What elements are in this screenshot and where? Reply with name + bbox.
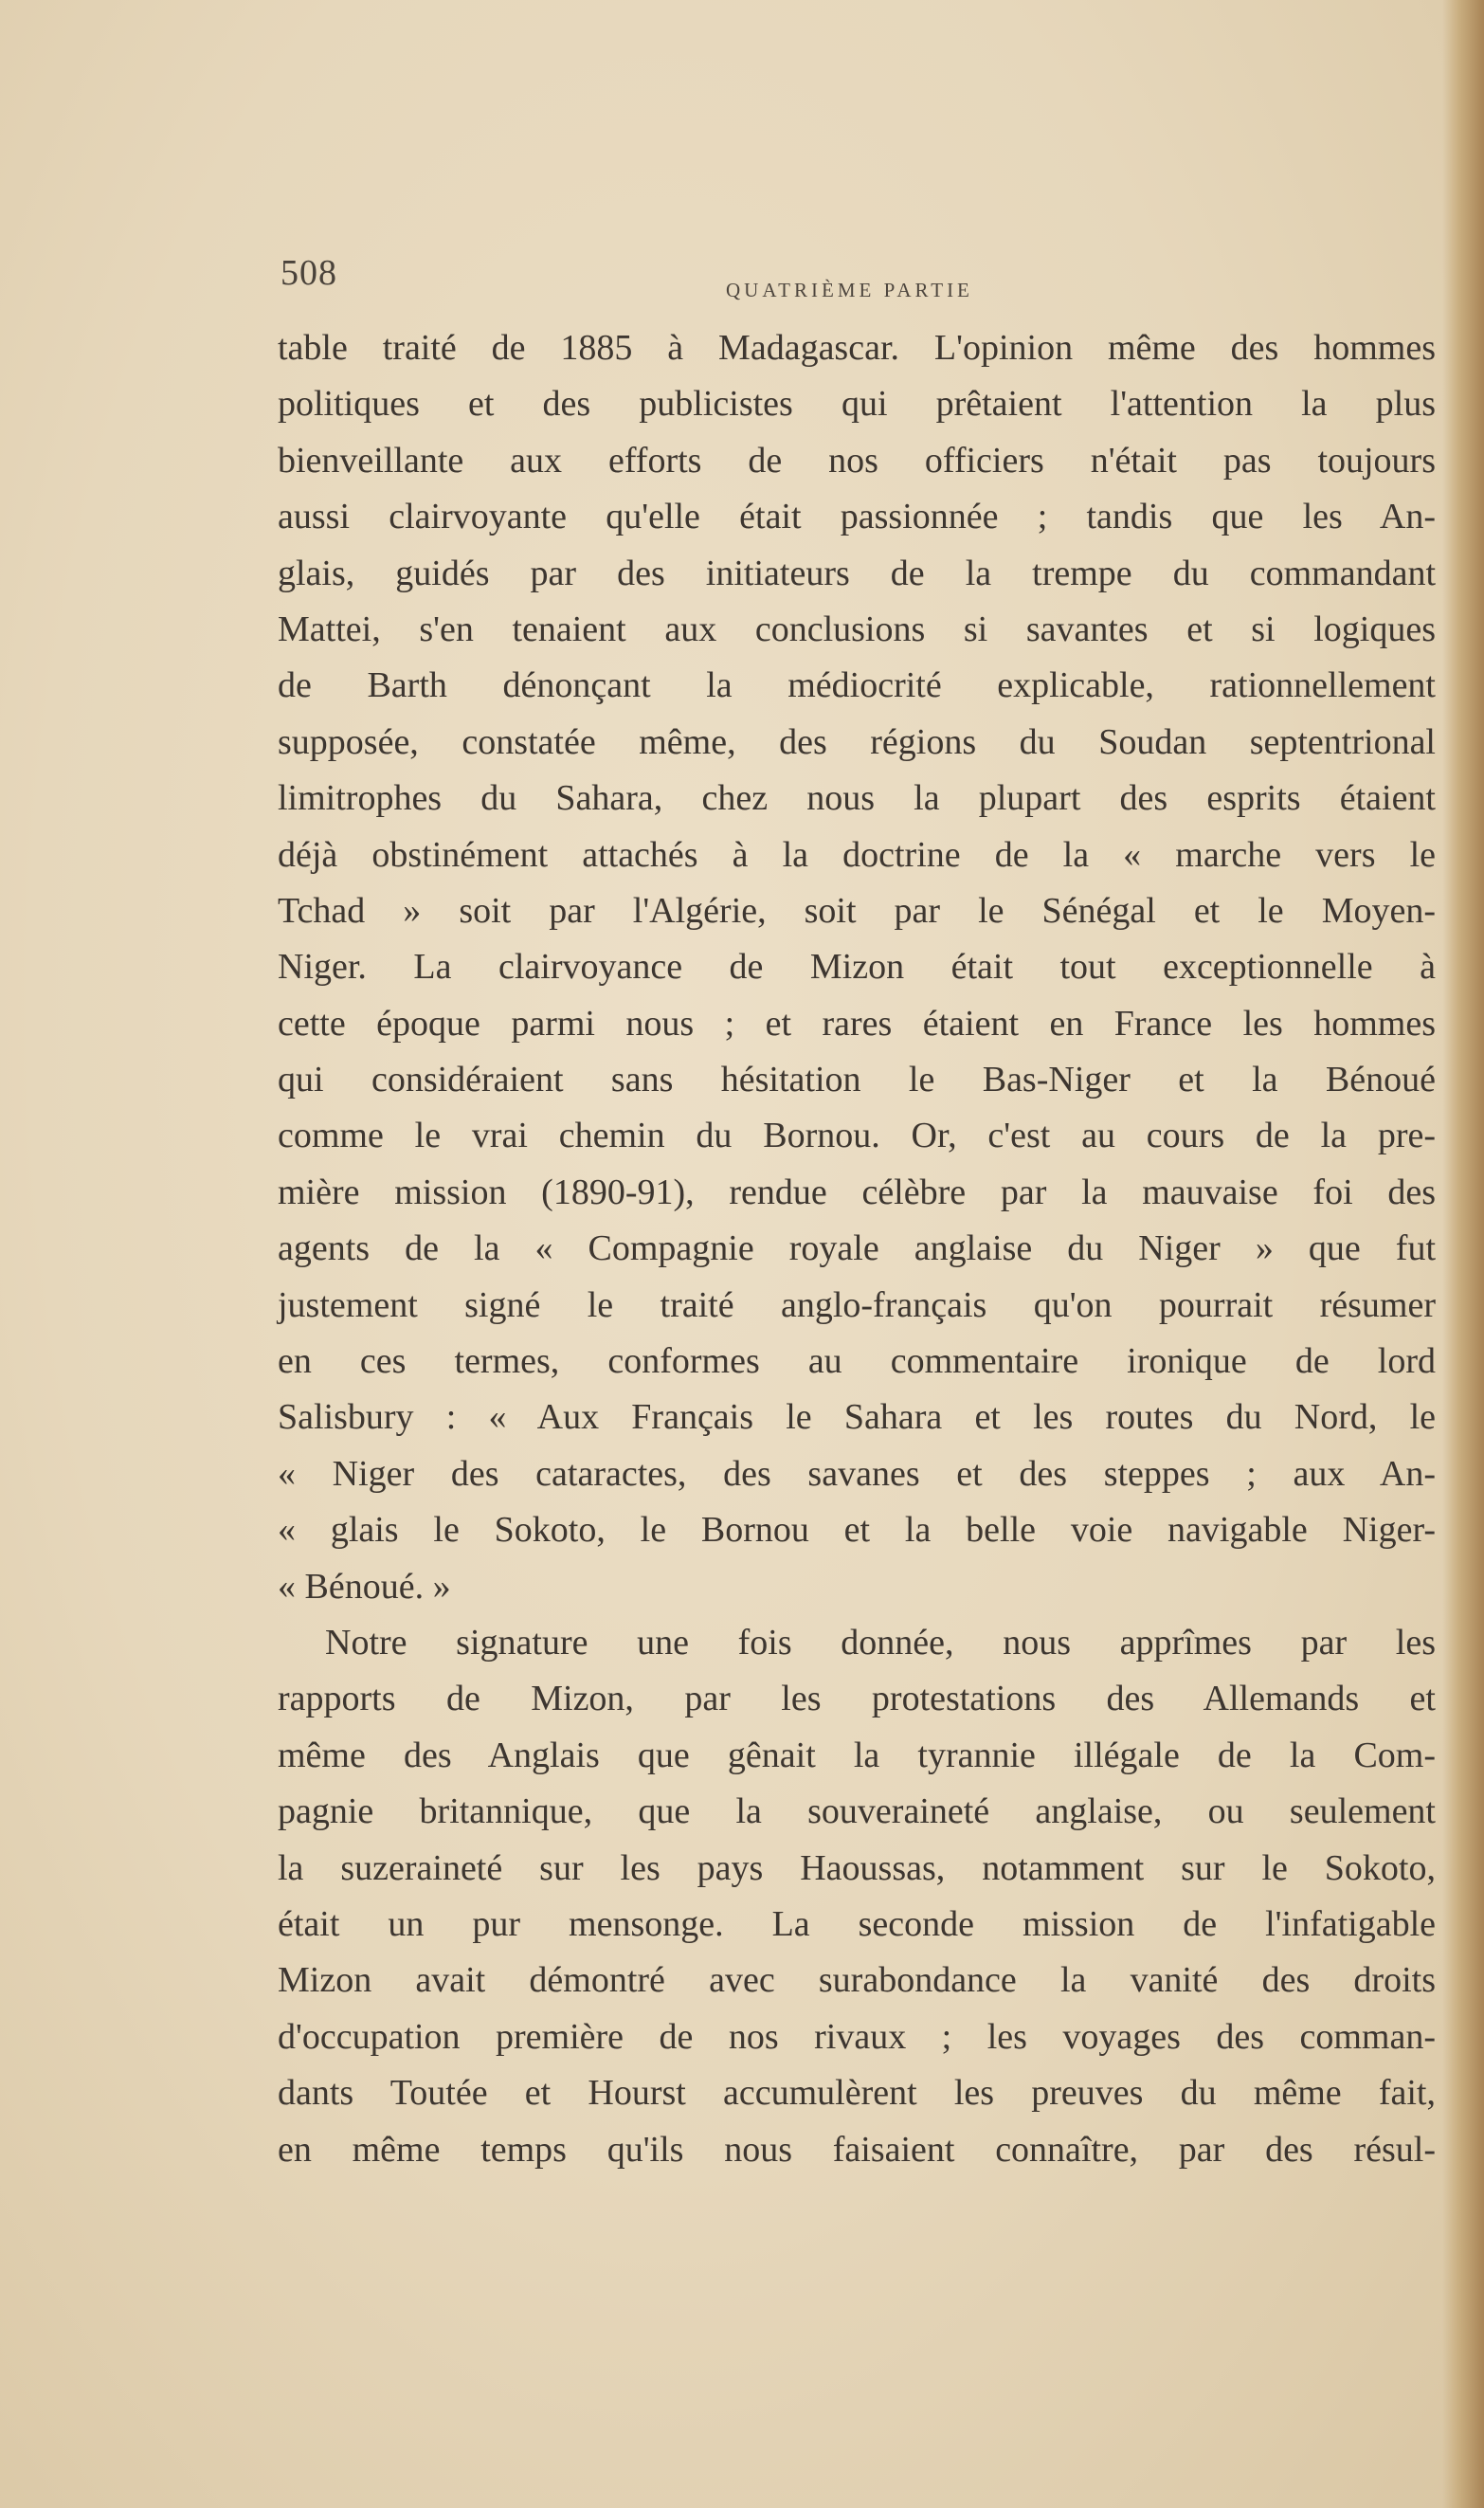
text-line: dants Toutée et Hourst accumulèrent les preuves du même fait, (278, 2073, 1436, 2114)
page-edge (1442, 0, 1484, 2508)
body-text (278, 320, 1436, 2178)
text-line: rapports de Mizon, par les protestations des Allemands et (278, 1679, 1436, 1719)
text-line: en ces termes, conformes au commentaire ironique de lord (278, 1341, 1436, 1382)
text-line: Tchad » soit par l'Algérie, soit par le Sénégal et le Moyen- (278, 890, 1436, 931)
text-line: limitrophes du Sahara, chez nous la plupart des esprits étaient (278, 778, 1436, 819)
text-line: politiques et des publicistes qui prêtaient l'attention la plus (278, 384, 1436, 425)
text-line: d'occupation première de nos rivaux ; les voyages des comman- (278, 2016, 1436, 2057)
text-line: même des Anglais que gênait la tyrannie illégale de la Com- (278, 1735, 1436, 1775)
text-line: qui considéraient sans hésitation le Bas-Niger et la Bénoué (278, 1060, 1436, 1100)
text-line: en même temps qu'ils nous faisaient connaître, par des résul- (278, 2129, 1436, 2170)
text-line: Mizon avait démontré avec surabondance la vanité des droits (278, 1960, 1436, 2001)
text-line: déjà obstinément attachés à la doctrine de la « marche vers le (278, 834, 1436, 875)
page-number: 508 (281, 253, 337, 293)
text-line: Mattei, s'en tenaient aux conclusions si savantes et si logiques (278, 609, 1436, 649)
text-line: de Barth dénonçant la médiocrité explicable, rationnellement (278, 665, 1436, 706)
text-line: « Niger des cataractes, des savanes et des steppes ; aux An- (278, 1453, 1436, 1494)
text-line: pagnie britannique, que la souveraineté anglaise, ou seulement (278, 1791, 1436, 1832)
text-line: la suzeraineté sur les pays Haoussas, notamment sur le Sokoto, (278, 1847, 1436, 1888)
text-line: Salisbury : « Aux Français le Sahara et les routes du Nord, le (278, 1397, 1436, 1438)
text-line: agents de la « Compagnie royale anglaise du Niger » que fut (278, 1228, 1436, 1269)
text-line: Niger. La clairvoyance de Mizon était tout exceptionnelle à (278, 947, 1436, 988)
paragraph-start-line: Notre signature une fois donnée, nous apprîmes par les (325, 1622, 1436, 1663)
text-line: glais, guidés par des initiateurs de la trempe du commandant (278, 553, 1436, 593)
text-line: mière mission (1890-91), rendue célèbre par la mauvaise foi des (278, 1172, 1436, 1212)
text-line: aussi clairvoyante qu'elle était passionnée ; tandis que les An- (278, 497, 1436, 537)
page-header (281, 252, 1418, 309)
text-line: cette époque parmi nous ; et rares étaient en France les hommes (278, 1003, 1436, 1044)
text-line: justement signé le traité anglo-français qu'on pourrait résumer (278, 1284, 1436, 1325)
text-line: supposée, constatée même, des régions du Soudan septentrional (278, 721, 1436, 762)
running-head: QUATRIÈME PARTIE (726, 279, 973, 301)
text-line: « glais le Sokoto, le Bornou et la belle voie navigable Niger- (278, 1510, 1436, 1551)
text-line: « Bénoué. » (278, 1566, 451, 1607)
text-line: table traité de 1885 à Madagascar. L'opinion même des hommes (278, 328, 1436, 368)
text-line: comme le vrai chemin du Bornou. Or, c'est au cours de la pre- (278, 1116, 1436, 1156)
text-line: bienveillante aux efforts de nos officiers n'était pas toujours (278, 440, 1436, 481)
text-line: était un pur mensonge. La seconde mission de l'infatigable (278, 1903, 1436, 1944)
